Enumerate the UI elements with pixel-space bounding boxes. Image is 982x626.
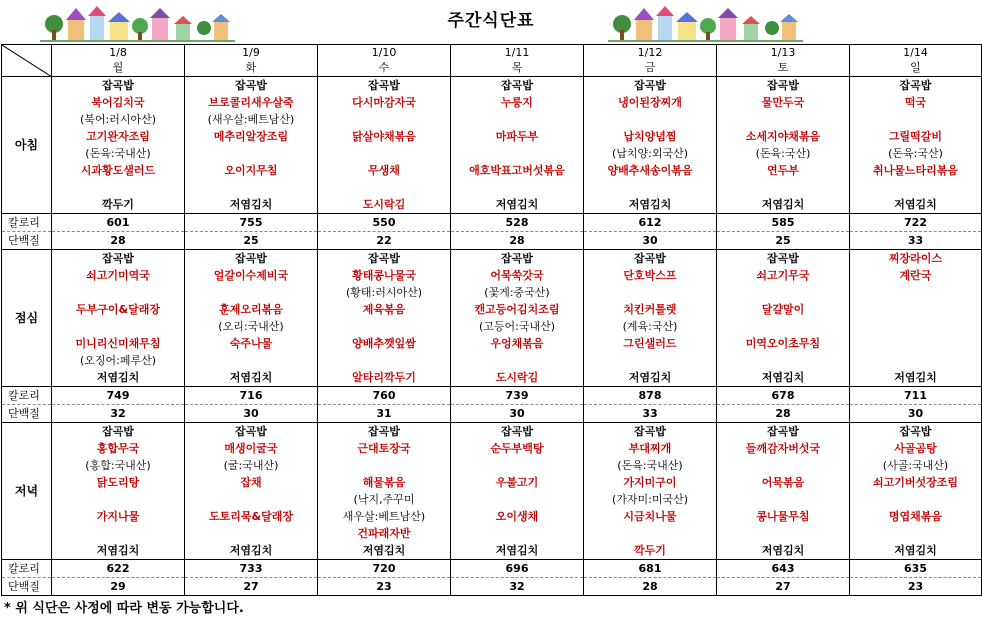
- dish-cell: 건파래자반: [318, 525, 451, 542]
- dish-cell: (황태:러시아산): [318, 284, 451, 301]
- dish-cell: [850, 335, 982, 352]
- menu-row: [2, 267, 982, 284]
- dish-cell: 잡곡밥: [185, 423, 318, 441]
- calorie-value: 733: [185, 560, 318, 578]
- dish-cell: 메추리알장조림: [185, 128, 318, 145]
- dish-cell: 저염김치: [717, 542, 850, 560]
- dish-cell: 양배추새송이볶음: [584, 162, 717, 179]
- dish-cell: 저염김치: [185, 196, 318, 214]
- dish-cell: 냉이된장찌개: [584, 94, 717, 111]
- protein-value: 23: [318, 578, 451, 596]
- dish-cell: 저염김치: [52, 369, 185, 387]
- menu-row: [2, 457, 982, 474]
- dish-cell: 소세지야채볶음: [717, 128, 850, 145]
- dish-cell: 황태콩나물국: [318, 267, 451, 284]
- dish-cell: 홍합무국: [52, 440, 185, 457]
- calorie-label: 칼로리: [2, 560, 52, 578]
- calorie-value: 711: [850, 387, 982, 405]
- dish-cell: 저염김치: [850, 369, 982, 387]
- protein-value: 27: [717, 578, 850, 596]
- calorie-value: 755: [185, 214, 318, 232]
- dish-cell: 저염김치: [850, 542, 982, 560]
- dish-cell: (가자미:미국산): [584, 491, 717, 508]
- house-decoration-right: [608, 2, 803, 44]
- protein-value: 28: [584, 578, 717, 596]
- menu-row: [2, 284, 982, 301]
- dish-cell: 치킨커틀렛: [584, 301, 717, 318]
- protein-label: 단백질: [2, 232, 52, 250]
- dish-cell: 저염김치: [717, 369, 850, 387]
- dish-cell: (꽃게:중국산): [451, 284, 584, 301]
- calorie-label: 칼로리: [2, 387, 52, 405]
- dish-cell: [52, 179, 185, 196]
- dish-cell: 저염김치: [584, 196, 717, 214]
- menu-row: [2, 162, 982, 179]
- calorie-value: 612: [584, 214, 717, 232]
- dish-cell: 제육볶음: [318, 301, 451, 318]
- dish-cell: [451, 352, 584, 369]
- menu-row: [2, 128, 982, 145]
- date-cell: 1/12: [584, 45, 717, 60]
- dish-cell: 잡곡밥: [52, 77, 185, 95]
- dish-cell: 캔고등어김치조림: [451, 301, 584, 318]
- dish-cell: 시과황도샐러드: [52, 162, 185, 179]
- calorie-value: 696: [451, 560, 584, 578]
- protein-row: [2, 405, 982, 423]
- dish-cell: 애호박표고버섯볶음: [451, 162, 584, 179]
- dish-cell: [584, 352, 717, 369]
- calorie-value: 681: [584, 560, 717, 578]
- dish-cell: [185, 352, 318, 369]
- page-title: 주간식단표: [447, 11, 535, 31]
- meal-label-lunch: 점심: [2, 250, 52, 387]
- dish-cell: [584, 111, 717, 128]
- dish-cell: [717, 457, 850, 474]
- calorie-value: 622: [52, 560, 185, 578]
- calorie-value: 643: [717, 560, 850, 578]
- protein-value: 28: [451, 232, 584, 250]
- dish-cell: (굴:국내산): [185, 457, 318, 474]
- dish-cell: 계란국: [850, 267, 982, 284]
- dish-cell: [318, 318, 451, 335]
- dish-cell: 잡곡밥: [52, 423, 185, 441]
- dish-cell: 두부구이&달래장: [52, 301, 185, 318]
- dish-cell: [318, 457, 451, 474]
- dish-cell: 잡곡밥: [850, 77, 982, 95]
- date-cell: 1/8: [52, 45, 185, 60]
- dish-cell: 양배추깻잎쌈: [318, 335, 451, 352]
- calorie-row: [2, 387, 982, 405]
- dish-cell: 미역오이초무침: [717, 335, 850, 352]
- dish-cell: 오이지무침: [185, 162, 318, 179]
- dish-cell: [850, 179, 982, 196]
- weekday-cell: 일: [850, 59, 982, 77]
- dish-cell: 잡곡밥: [717, 423, 850, 441]
- dish-cell: [451, 525, 584, 542]
- dish-cell: 도시락김: [318, 196, 451, 214]
- calorie-label: 칼로리: [2, 214, 52, 232]
- dish-cell: 쇠고기버섯장조림: [850, 474, 982, 491]
- dish-cell: (돈육:국산): [717, 145, 850, 162]
- dish-cell: 사골곰탕: [850, 440, 982, 457]
- meal-label-breakfast: 아침: [2, 77, 52, 214]
- dish-cell: 북어김치국: [52, 94, 185, 111]
- calorie-value: 601: [52, 214, 185, 232]
- dish-cell: 저염김치: [717, 196, 850, 214]
- protein-value: 30: [185, 405, 318, 423]
- dish-cell: 잡곡밥: [318, 423, 451, 441]
- menu-row: [2, 250, 982, 268]
- dish-cell: 어묵쑥갓국: [451, 267, 584, 284]
- dish-cell: 잡곡밥: [584, 250, 717, 268]
- menu-row: [2, 542, 982, 560]
- weekday-cell: 화: [185, 59, 318, 77]
- protein-row: [2, 232, 982, 250]
- date-cell: 1/13: [717, 45, 850, 60]
- protein-value: 30: [451, 405, 584, 423]
- dish-cell: 잡곡밥: [850, 423, 982, 441]
- protein-value: 33: [850, 232, 982, 250]
- dish-cell: [185, 491, 318, 508]
- protein-label: 단백질: [2, 578, 52, 596]
- calorie-value: 878: [584, 387, 717, 405]
- dish-cell: [318, 111, 451, 128]
- dish-cell: 저염김치: [185, 369, 318, 387]
- header: [0, 0, 982, 44]
- dish-cell: 알타리깍두기: [318, 369, 451, 387]
- dish-cell: 잡곡밥: [584, 423, 717, 441]
- dish-cell: 저염김치: [850, 196, 982, 214]
- dish-cell: 다시마감자국: [318, 94, 451, 111]
- protein-label: 단백질: [2, 405, 52, 423]
- dish-cell: 브로콜리새우살죽: [185, 94, 318, 111]
- dish-cell: 납치양념찜: [584, 128, 717, 145]
- weekday-row: [2, 59, 982, 77]
- menu-row: [2, 145, 982, 162]
- menu-row: [2, 94, 982, 111]
- calorie-value: 749: [52, 387, 185, 405]
- dish-cell: [717, 352, 850, 369]
- dish-cell: 가지나물: [52, 508, 185, 525]
- dish-cell: [850, 352, 982, 369]
- dish-cell: [850, 284, 982, 301]
- dish-cell: [717, 525, 850, 542]
- dish-cell: 잡곡밥: [318, 77, 451, 95]
- dish-cell: 시금치나물: [584, 508, 717, 525]
- dish-cell: 찌장라이스: [850, 250, 982, 268]
- calorie-value: 635: [850, 560, 982, 578]
- protein-value: 32: [52, 405, 185, 423]
- dish-cell: [850, 301, 982, 318]
- dish-cell: 누룽지: [451, 94, 584, 111]
- dish-cell: [584, 179, 717, 196]
- dish-cell: 물만두국: [717, 94, 850, 111]
- menu-row: [2, 474, 982, 491]
- dish-cell: 잡곡밥: [584, 77, 717, 95]
- corner-cell: [2, 45, 52, 77]
- dish-cell: (새우살:베트남산): [185, 111, 318, 128]
- menu-row: [2, 335, 982, 352]
- calorie-row: [2, 214, 982, 232]
- dish-cell: 잡곡밥: [451, 423, 584, 441]
- dish-cell: 떡국: [850, 94, 982, 111]
- calorie-value: 528: [451, 214, 584, 232]
- dish-cell: [185, 525, 318, 542]
- date-cell: 1/9: [185, 45, 318, 60]
- dish-cell: [451, 179, 584, 196]
- dish-cell: 그린샐러드: [584, 335, 717, 352]
- dish-cell: 저염김치: [451, 196, 584, 214]
- dish-cell: [850, 525, 982, 542]
- protein-value: 28: [52, 232, 185, 250]
- dish-cell: [451, 145, 584, 162]
- dish-cell: 새우살:베트남산): [318, 508, 451, 525]
- protein-value: 30: [584, 232, 717, 250]
- diagonal-line: [2, 45, 52, 77]
- dish-cell: 저염김치: [584, 369, 717, 387]
- protein-value: 31: [318, 405, 451, 423]
- dish-cell: (오징어:페루산): [52, 352, 185, 369]
- dish-cell: 저염김치: [185, 542, 318, 560]
- dish-cell: [717, 318, 850, 335]
- dish-cell: 부대찌개: [584, 440, 717, 457]
- dish-cell: [318, 352, 451, 369]
- dish-cell: 무생채: [318, 162, 451, 179]
- dish-cell: 취나물느타리볶음: [850, 162, 982, 179]
- dish-cell: 명엽채볶음: [850, 508, 982, 525]
- calorie-value: 720: [318, 560, 451, 578]
- dish-cell: 쇠고기무국: [717, 267, 850, 284]
- dish-cell: 저염김치: [451, 542, 584, 560]
- menu-row: [2, 196, 982, 214]
- dish-cell: 잡곡밥: [52, 250, 185, 268]
- weekday-cell: 금: [584, 59, 717, 77]
- calorie-value: 722: [850, 214, 982, 232]
- calorie-value: 678: [717, 387, 850, 405]
- dish-cell: 단호박스프: [584, 267, 717, 284]
- dish-cell: 그릴떡갈비: [850, 128, 982, 145]
- dish-cell: 우불고기: [451, 474, 584, 491]
- dish-cell: 잡곡밥: [318, 250, 451, 268]
- dish-cell: (돈육:국내산): [584, 457, 717, 474]
- dish-cell: [185, 145, 318, 162]
- dish-cell: 저염김치: [52, 542, 185, 560]
- dish-cell: 매생이굴국: [185, 440, 318, 457]
- dish-cell: [451, 491, 584, 508]
- dish-cell: 연두부: [717, 162, 850, 179]
- dish-cell: [52, 525, 185, 542]
- dish-cell: 쇠고기미역국: [52, 267, 185, 284]
- dish-cell: 근대토장국: [318, 440, 451, 457]
- dish-cell: 숙주나물: [185, 335, 318, 352]
- protein-value: 23: [850, 578, 982, 596]
- menu-row: [2, 369, 982, 387]
- dish-cell: 우엉채볶음: [451, 335, 584, 352]
- dish-cell: [584, 525, 717, 542]
- menu-row: [2, 179, 982, 196]
- menu-row: [2, 318, 982, 335]
- dish-cell: [318, 179, 451, 196]
- dish-cell: 잡곡밥: [717, 77, 850, 95]
- menu-row: [2, 301, 982, 318]
- dish-cell: 잡채: [185, 474, 318, 491]
- dish-cell: [52, 318, 185, 335]
- menu-row: [2, 440, 982, 457]
- dish-cell: [185, 284, 318, 301]
- dish-cell: 잡곡밥: [185, 250, 318, 268]
- date-cell: 1/10: [318, 45, 451, 60]
- dish-cell: 잡곡밥: [451, 250, 584, 268]
- dish-cell: 고기완자조림: [52, 128, 185, 145]
- weekly-menu-table: [1, 44, 982, 596]
- footer-note: * 위 식단은 사정에 따라 변동 가능합니다.: [4, 601, 244, 616]
- menu-row: [2, 77, 982, 95]
- menu-row: [2, 111, 982, 128]
- menu-row: [2, 508, 982, 525]
- dish-cell: (돈육:국내산): [52, 145, 185, 162]
- protein-value: 27: [185, 578, 318, 596]
- dish-cell: [52, 491, 185, 508]
- menu-row: [2, 423, 982, 441]
- dish-cell: 콩나물무침: [717, 508, 850, 525]
- dish-cell: 닭살야채볶음: [318, 128, 451, 145]
- dish-cell: 해물볶음: [318, 474, 451, 491]
- dish-cell: 잡곡밥: [185, 77, 318, 95]
- weekday-cell: 목: [451, 59, 584, 77]
- dish-cell: (북어:러시아산): [52, 111, 185, 128]
- menu-row: [2, 525, 982, 542]
- dish-cell: 가지미구이: [584, 474, 717, 491]
- calorie-value: 716: [185, 387, 318, 405]
- dish-cell: [318, 145, 451, 162]
- dish-cell: 잡곡밥: [717, 250, 850, 268]
- dish-cell: [850, 111, 982, 128]
- protein-row: [2, 578, 982, 596]
- dish-cell: [451, 111, 584, 128]
- protein-value: 22: [318, 232, 451, 250]
- dish-cell: 깍두기: [52, 196, 185, 214]
- dish-cell: [850, 318, 982, 335]
- dish-cell: (홍합:국내산): [52, 457, 185, 474]
- dish-cell: 저염김치: [318, 542, 451, 560]
- dish-cell: 달걀말이: [717, 301, 850, 318]
- dish-cell: (납치양:외국산): [584, 145, 717, 162]
- dish-cell: (계육:국산): [584, 318, 717, 335]
- dish-cell: 들깨감자버섯국: [717, 440, 850, 457]
- calorie-value: 739: [451, 387, 584, 405]
- dish-cell: [52, 284, 185, 301]
- calorie-value: 550: [318, 214, 451, 232]
- calorie-row: [2, 560, 982, 578]
- dish-cell: 도시락김: [451, 369, 584, 387]
- dish-cell: 순두부백탕: [451, 440, 584, 457]
- protein-value: 28: [717, 405, 850, 423]
- dish-cell: [717, 284, 850, 301]
- dish-cell: [451, 457, 584, 474]
- dish-cell: [717, 179, 850, 196]
- weekday-cell: 토: [717, 59, 850, 77]
- dish-cell: (낙지,주꾸미: [318, 491, 451, 508]
- date-cell: 1/14: [850, 45, 982, 60]
- dish-cell: 도토리묵&달래장: [185, 508, 318, 525]
- weekday-cell: 수: [318, 59, 451, 77]
- date-row: [2, 45, 982, 60]
- dish-cell: (고등어:국내산): [451, 318, 584, 335]
- dish-cell: [717, 491, 850, 508]
- protein-value: 30: [850, 405, 982, 423]
- dish-cell: 어묵볶음: [717, 474, 850, 491]
- calorie-value: 760: [318, 387, 451, 405]
- dish-cell: 닭도리탕: [52, 474, 185, 491]
- protein-value: 25: [717, 232, 850, 250]
- menu-row: [2, 352, 982, 369]
- dish-cell: [717, 111, 850, 128]
- meal-label-dinner: 저녁: [2, 423, 52, 560]
- protein-value: 33: [584, 405, 717, 423]
- menu-row: [2, 491, 982, 508]
- dish-cell: 미니리신미채무침: [52, 335, 185, 352]
- calorie-value: 585: [717, 214, 850, 232]
- dish-cell: (오리:국내산): [185, 318, 318, 335]
- protein-value: 29: [52, 578, 185, 596]
- dish-cell: [584, 284, 717, 301]
- dish-cell: [185, 179, 318, 196]
- dish-cell: 얼갈이수제비국: [185, 267, 318, 284]
- dish-cell: 마파두부: [451, 128, 584, 145]
- dish-cell: [850, 491, 982, 508]
- dish-cell: 훈제오리볶음: [185, 301, 318, 318]
- weekday-cell: 월: [52, 59, 185, 77]
- dish-cell: (사골:국내산): [850, 457, 982, 474]
- dish-cell: 깍두기: [584, 542, 717, 560]
- protein-value: 25: [185, 232, 318, 250]
- date-cell: 1/11: [451, 45, 584, 60]
- dish-cell: (돈육:국산): [850, 145, 982, 162]
- dish-cell: 잡곡밥: [451, 77, 584, 95]
- dish-cell: 오이생채: [451, 508, 584, 525]
- protein-value: 32: [451, 578, 584, 596]
